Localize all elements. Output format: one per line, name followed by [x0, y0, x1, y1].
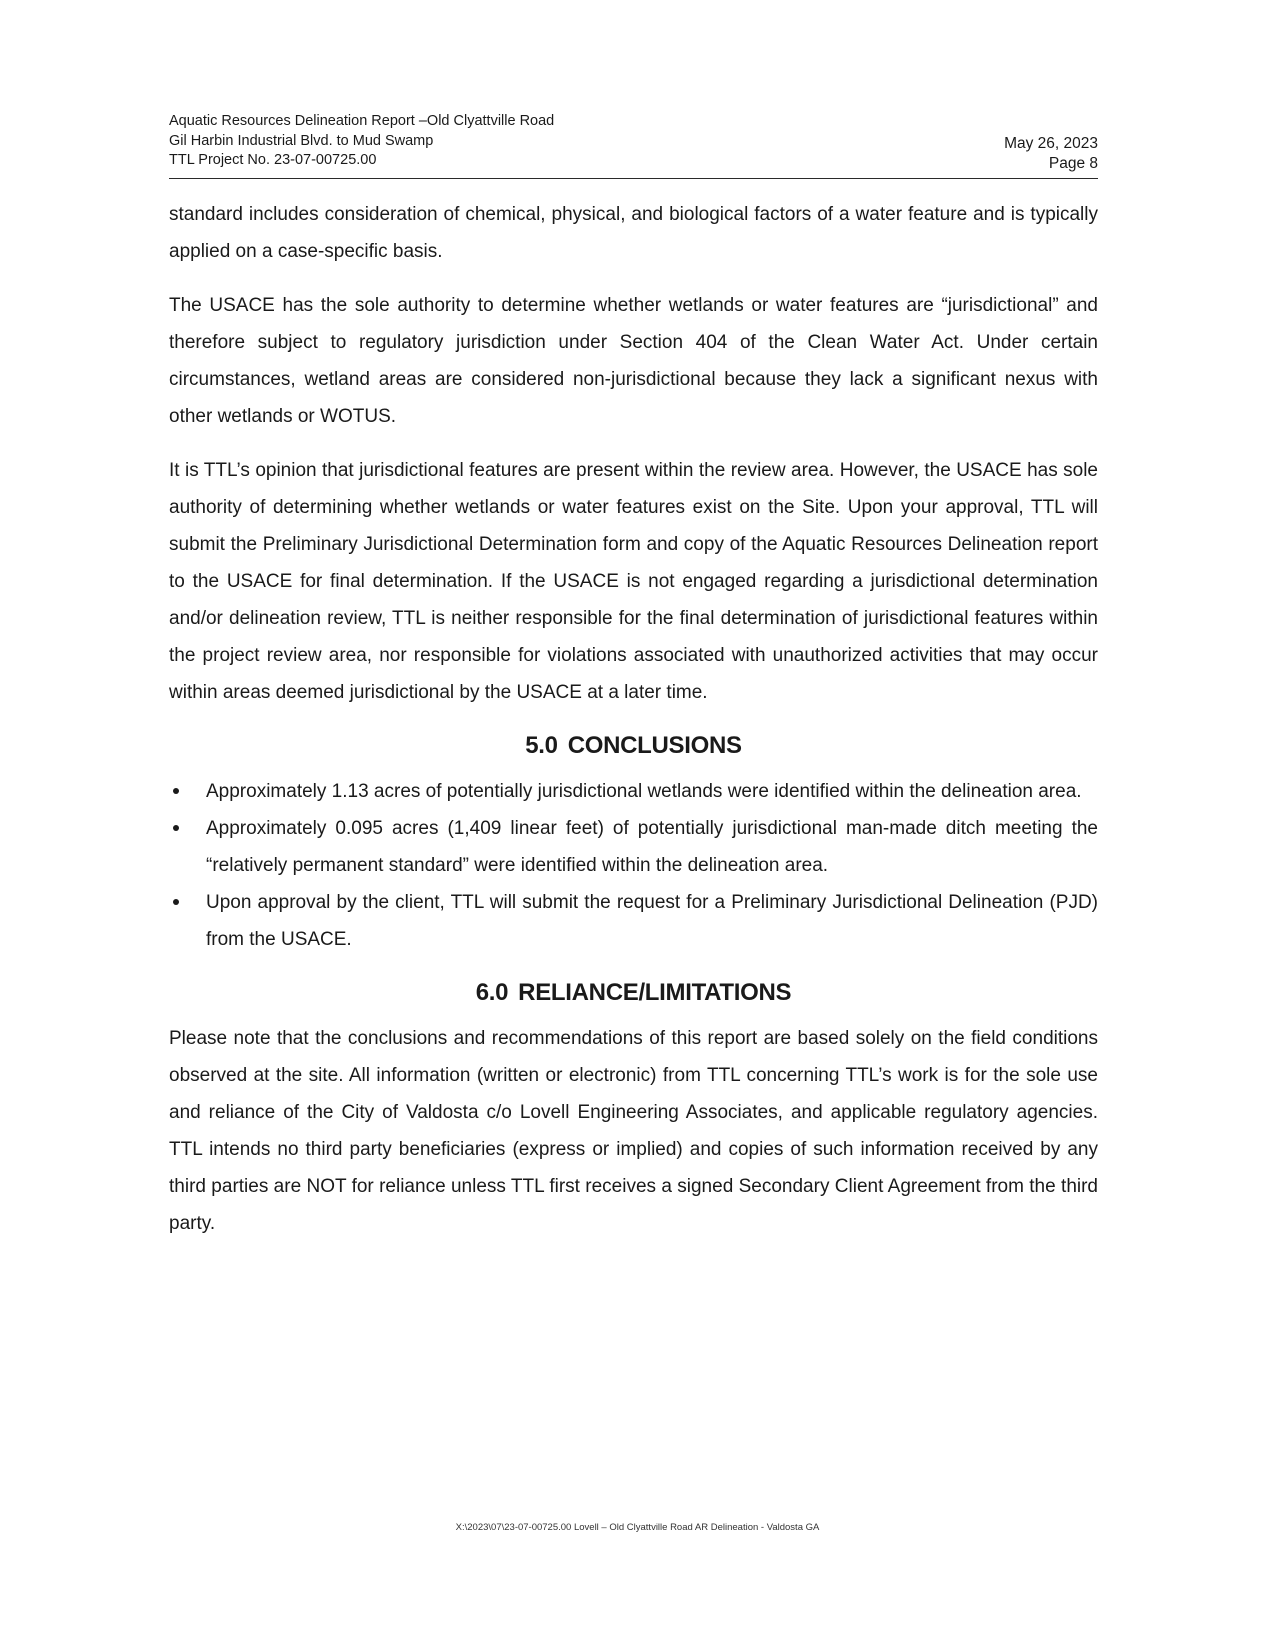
reliance-number: 6.0 — [475, 979, 509, 1006]
paragraph-reliance: Please note that the conclusions and recommendations of this report are based solely on the field conditions observed at the site. All information (written or electronic) from TTL concerning TTL’s work is for the sole use and reliance of the City of Valdosta c/o Lovell Engineering Associates, and applicable regulatory agencies. TTL intends no third party beneficiaries (express or implied) and copies of such information received by any third parties are NOT for reliance unless TTL first receives a signed Secondary Client Agreement from the third party. — [169, 1028, 1098, 1234]
list-item — [169, 810, 1098, 884]
bullet-icon — [173, 899, 179, 905]
date-page-block — [1004, 134, 1098, 174]
list-item — [169, 884, 1098, 958]
bullet-icon — [173, 825, 179, 831]
conclusions-title: CONCLUSIONS — [567, 732, 742, 759]
file-path-footer: X:\2023\07\23-07-00725.00 Lovell – Old Clyattville Road AR Delineation - Valdosta GA — [455, 1522, 820, 1533]
bullet-icon — [173, 788, 179, 794]
conclusions-number: 5.0 — [525, 732, 558, 759]
page-number: Page 8 — [1048, 155, 1098, 172]
page-body — [169, 196, 1098, 1259]
project-number: TTL Project No. 23-07-00725.00 — [169, 152, 377, 168]
paragraph-usace-authority: The USACE has the sole authority to determine whether wetlands or water features are “jurisdictional” and therefore subject to regulatory jurisdiction under Section 404 of the Clean Water Act. Under certain circumstances, wetland areas are considered non-jurisdictional because they lack a significant nexus with other wetlands or WOTUS. — [169, 295, 1098, 427]
list-item-text: Approximately 1.13 acres of potentially jurisdictional wetlands were identified within the delineation area. — [206, 781, 1082, 802]
list-item — [169, 773, 1098, 810]
page-header — [169, 112, 1098, 179]
paragraph-standard: standard includes consideration of chemical, physical, and biological factors of a water feature and is typically applied on a case-specific basis. — [169, 204, 1098, 262]
conclusions-heading — [169, 729, 1098, 763]
reliance-heading — [169, 976, 1098, 1010]
report-subtitle: Gil Harbin Industrial Blvd. to Mud Swamp — [169, 132, 434, 149]
conclusions-list — [169, 773, 1098, 958]
reliance-title: RELIANCE/LIMITATIONS — [518, 979, 792, 1006]
paragraph-ttl-opinion: It is TTL’s opinion that jurisdictional features are present within the review area. However, the USACE has sole authority of determining whether wetlands or water features exist on the Site. Upon your approval, TTL will submit the Preliminary Jurisdictional Determination form and copy of the Aquatic Resources Delineation report to the USACE for final determination. If the USACE is not engaged regarding a jurisdictional determination and/or delineation review, TTL is neither responsible for the final determination of jurisdictional features within the project review area, nor responsible for violations associated with unauthorized activities that may occur within areas deemed jurisdictional by the USACE at a later time. — [169, 460, 1098, 703]
list-item-text: Upon approval by the client, TTL will submit the request for a Preliminary Jurisdictional Delineation (PJD) from the USACE. — [206, 892, 1098, 950]
report-title: Aquatic Resources Delineation Report –Old Clyattville Road — [169, 113, 555, 129]
list-item-text: Approximately 0.095 acres (1,409 linear feet) of potentially jurisdictional man-made ditch meeting the “relatively permanent standard” were identified within the delineation area. — [206, 818, 1098, 876]
report-info — [169, 112, 554, 171]
report-date: May 26, 2023 — [1004, 135, 1098, 152]
